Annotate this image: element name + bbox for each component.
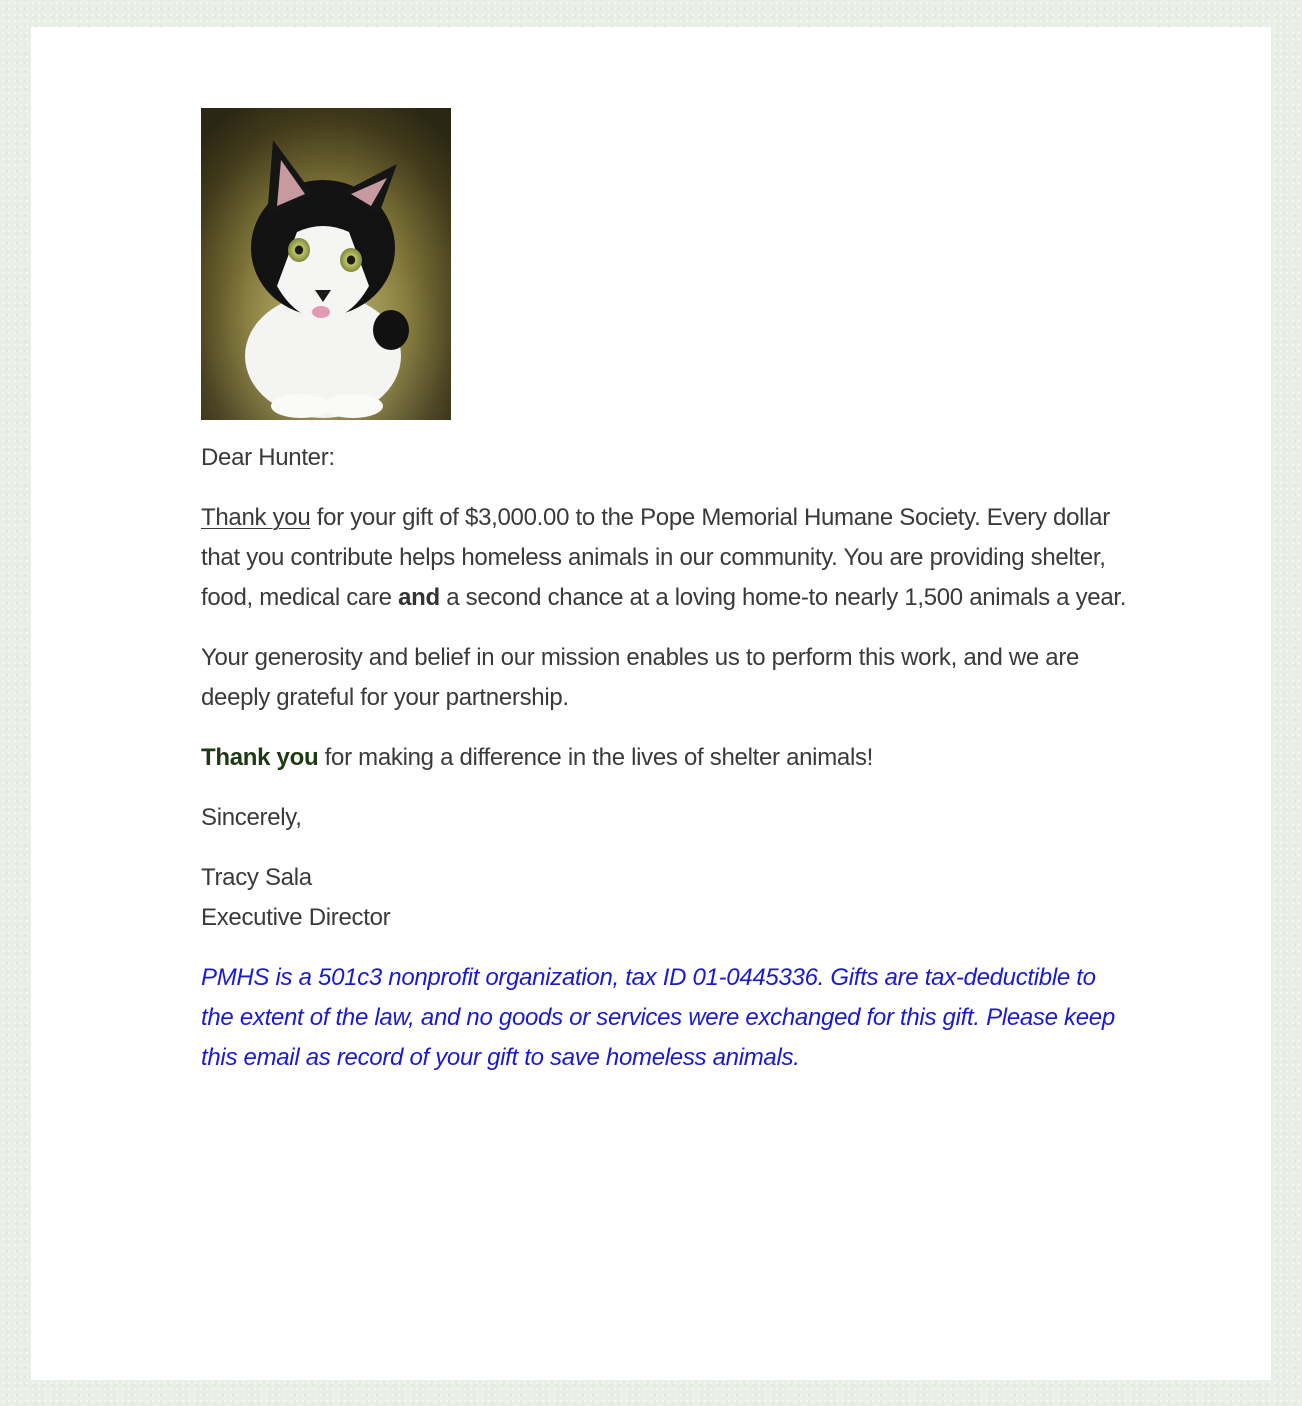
- thanks-text: for making a difference in the lives of shelter animals!: [318, 744, 874, 771]
- signer-title: Executive Director: [201, 904, 391, 931]
- paragraph-thanks: [201, 738, 1131, 778]
- paragraph-gift: [201, 498, 1131, 618]
- email-card: [31, 27, 1271, 1380]
- signer-name: Tracy Sala: [201, 864, 312, 891]
- gift-text-b: a second chance at a loving home-to nearly 1,500 animals a year.: [439, 584, 1127, 611]
- tax-disclaimer: PMHS is a 501c3 nonprofit organization, tax ID 01-0445336. Gifts are tax-deductible to the extent of the law, and no goods or services were exchanged for this gift. Please keep this email as record of your gift to save homeless animals.: [201, 964, 1115, 1071]
- thank-you-link[interactable]: Thank you: [201, 504, 311, 531]
- cat-photo-icon: [201, 108, 451, 420]
- thank-you-bold: Thank you: [201, 744, 319, 771]
- paragraph-generosity: Your generosity and belief in our mission enables us to perform this work, and we are deeply grateful for your partnership.: [201, 644, 1080, 711]
- emphasis-and: and: [398, 584, 440, 611]
- gift-text-a: for your gift of $3,000.00 to the Pope Memorial Humane Society. Every dollar that you contribute helps homeless animals in our community. You are providing shelter, food, medical care: [201, 504, 1110, 611]
- closing: Sincerely,: [201, 804, 302, 831]
- greeting: Dear Hunter:: [201, 444, 335, 471]
- letter-body: [201, 108, 1131, 1098]
- signature-block: [201, 858, 1131, 938]
